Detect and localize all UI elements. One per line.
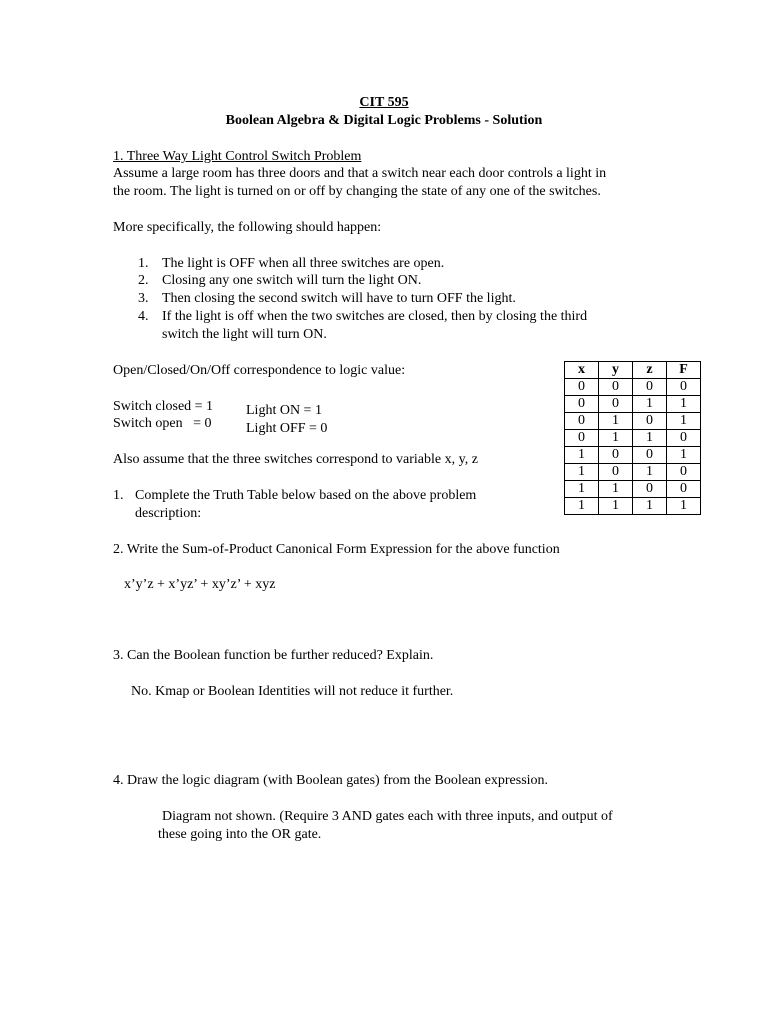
table-row bbox=[565, 481, 701, 498]
table-cell: 0 bbox=[667, 464, 701, 481]
table-cell: 1 bbox=[667, 413, 701, 430]
table-row bbox=[565, 498, 701, 515]
task-line2: description: bbox=[135, 506, 202, 521]
problem1-specific: More specifically, the following should happen: bbox=[113, 220, 382, 235]
light-on-value: Light ON = 1 bbox=[246, 403, 322, 418]
table-cell: 0 bbox=[599, 379, 633, 396]
table-cell: 0 bbox=[667, 430, 701, 447]
light-off-value: Light OFF = 0 bbox=[246, 421, 328, 436]
q4-question: 4. Draw the logic diagram (with Boolean gates) from the Boolean expression. bbox=[113, 773, 549, 788]
table-cell: 1 bbox=[633, 396, 667, 413]
table-cell: 0 bbox=[633, 413, 667, 430]
task-line1: Complete the Truth Table below based on the above problem bbox=[135, 488, 477, 503]
problem1-intro-line2: the room. The light is turned on or off by changing the state of any one of the switches. bbox=[113, 184, 601, 199]
table-cell: 0 bbox=[565, 413, 599, 430]
table-cell: 0 bbox=[599, 447, 633, 464]
truth-table-header bbox=[565, 362, 701, 379]
table-cell: 0 bbox=[565, 379, 599, 396]
table-row bbox=[565, 379, 701, 396]
table-row bbox=[565, 396, 701, 413]
switch-open-value: Switch open = 0 bbox=[113, 416, 212, 431]
course-code: CIT 595 bbox=[359, 95, 409, 110]
table-cell: 1 bbox=[667, 498, 701, 515]
table-row bbox=[565, 447, 701, 464]
column-header-y: y bbox=[599, 362, 633, 379]
rules-list bbox=[0, 255, 768, 345]
q4-answer-line2: these going into the OR gate. bbox=[158, 827, 322, 842]
table-cell: 1 bbox=[599, 413, 633, 430]
truth-table bbox=[564, 361, 701, 515]
q2-answer: x’y’z + x’yz’ + xy’z’ + xyz bbox=[124, 577, 276, 592]
table-cell: 1 bbox=[633, 464, 667, 481]
switch-closed-value: Switch closed = 1 bbox=[113, 399, 214, 414]
table-cell: 1 bbox=[565, 481, 599, 498]
document-title: Boolean Algebra & Digital Logic Problems - Solution bbox=[225, 113, 543, 128]
column-header-z: z bbox=[633, 362, 667, 379]
table-cell: 1 bbox=[599, 481, 633, 498]
rule-number: 3. bbox=[138, 291, 149, 306]
table-cell: 0 bbox=[633, 447, 667, 464]
rule-text: The light is OFF when all three switches are open. bbox=[162, 256, 445, 271]
table-cell: 0 bbox=[599, 464, 633, 481]
table-cell: 1 bbox=[565, 464, 599, 481]
table-cell: 0 bbox=[633, 481, 667, 498]
rule-text-continued: switch the light will turn ON. bbox=[162, 327, 327, 342]
assume-variables: Also assume that the three switches correspond to variable x, y, z bbox=[113, 452, 478, 467]
q4-answer-line1: Diagram not shown. (Require 3 AND gates each with three inputs, and output of bbox=[162, 809, 613, 824]
task-number: 1. bbox=[113, 488, 124, 503]
q3-answer: No. Kmap or Boolean Identities will not reduce it further. bbox=[131, 684, 454, 699]
problem1-intro-line1: Assume a large room has three doors and that a switch near each door controls a light in bbox=[113, 166, 607, 181]
table-cell: 1 bbox=[667, 396, 701, 413]
rule-text: Closing any one switch will turn the light ON. bbox=[162, 273, 422, 288]
column-header-x: x bbox=[565, 362, 599, 379]
rule-number: 2. bbox=[138, 273, 149, 288]
table-cell: 1 bbox=[667, 447, 701, 464]
table-row bbox=[565, 413, 701, 430]
table-cell: 1 bbox=[599, 430, 633, 447]
table-cell: 1 bbox=[633, 430, 667, 447]
table-cell: 0 bbox=[667, 481, 701, 498]
q3-question: 3. Can the Boolean function be further reduced? Explain. bbox=[113, 648, 434, 663]
table-cell: 1 bbox=[565, 447, 599, 464]
table-cell: 0 bbox=[667, 379, 701, 396]
table-cell: 0 bbox=[565, 430, 599, 447]
rule-text: Then closing the second switch will have to turn OFF the light. bbox=[162, 291, 516, 306]
rule-number: 4. bbox=[138, 309, 149, 324]
rule-text: If the light is off when the two switches are closed, then by closing the third bbox=[162, 309, 588, 324]
column-header-f: F bbox=[667, 362, 701, 379]
table-cell: 1 bbox=[599, 498, 633, 515]
table-row bbox=[565, 430, 701, 447]
problem1-heading: 1. Three Way Light Control Switch Problem bbox=[113, 149, 362, 164]
q2-question: 2. Write the Sum-of-Product Canonical Form Expression for the above function bbox=[113, 542, 560, 557]
rule-number: 1. bbox=[138, 256, 149, 271]
correspondence-label: Open/Closed/On/Off correspondence to logic value: bbox=[113, 363, 406, 378]
table-cell: 0 bbox=[599, 396, 633, 413]
table-row bbox=[565, 464, 701, 481]
table-cell: 0 bbox=[565, 396, 599, 413]
table-cell: 1 bbox=[565, 498, 599, 515]
table-cell: 1 bbox=[633, 498, 667, 515]
table-cell: 0 bbox=[633, 379, 667, 396]
